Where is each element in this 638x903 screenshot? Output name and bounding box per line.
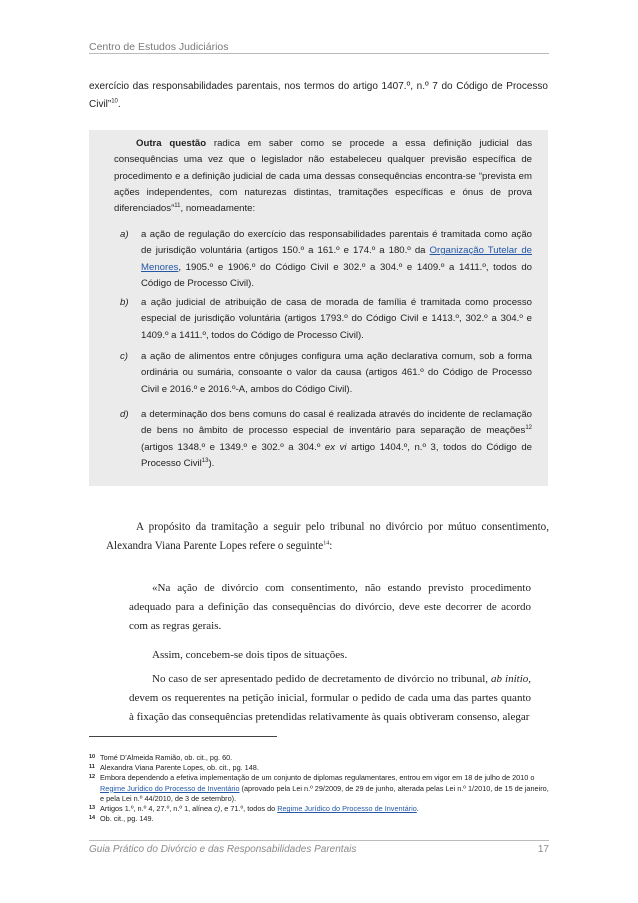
footnote-ref-12[interactable]: 12 xyxy=(525,425,532,432)
list-item-a: a) a ação de regulação do exercício das responsabilidades parentais é tramitada como ação de jurisdição voluntária (artigos 150.º a 161.º e 174.º a 180.º da Organização Tutelar de Menores, 1905.º e 1906.º do Código Civil e 302.º a 304.º e 1409.º a 1411.º, todos do Código de Processo Civil). xyxy=(120,229,533,289)
link-regime-juridico-inventario[interactable]: Regime Jurídico do Processo de Inventário xyxy=(100,783,240,793)
footnote-ref-13[interactable]: 13 xyxy=(201,457,209,464)
link-regime-juridico-inventario-2[interactable]: Regime Jurídico do Processo de Inventário xyxy=(277,804,417,814)
quote-paragraph-3: No caso de ser apresentado pedido de decretamento de divórcio no tribunal, ab initio, devem os requerentes na petição inicial, formular o pedido de cada uma das partes quanto à fixação das consequências pretendidas relativamente às quais obtiveram consenso, alegar xyxy=(129,673,531,723)
quote-paragraph-2: Assim, concebem-se dois tipos de situações. xyxy=(152,649,348,661)
footnote-rule xyxy=(89,736,277,737)
box-intro: Outra questão radica em saber como se procede a essa definição judicial das consequências uma vez que o legislador não estabeleceu qualquer previsão específica de procedimento e a definição judicial de cada uma dessas consequências encontra-se “prevista em ações independentes, com naturezas distintas, tramitações específicas e ónus de prova diferenciados”$^{11}$, nomeadamente: xyxy=(114,138,532,215)
list-item-c: c) a ação de alimentos entre cônjuges configura uma ação declarativa comum, sob a forma ordinária ou sumária, consoante o valor da causa (artigos 461.º do Código de Processo Civil e 2016.º e 2016.º-A, ambos do Código Civil). xyxy=(120,351,532,395)
footnote-13: 13 Artigos 1.º, n.º 4, 27.º, n.º 1, alínea c), e 71.º, todos do Regime Jurídico do Processo de Inventário. xyxy=(89,804,419,814)
footnote-ref-10[interactable]: 10 xyxy=(111,98,118,105)
footnote-12: 12 Embora dependendo a efetiva implementação de um conjunto de diplomas regulamentares, entrou em vigor em 18 de julho de 2010 o Regime Jurídico do Processo de Inventário (aprovado pela Lei n.º 29/2009, de 29 de junho, alterada pelas Lei n.º 1/2010, de 15 de janeiro, e pela Lei n.º 44/2010, de 3 de setembro). xyxy=(89,773,549,803)
footnote-11: 11 Alexandra Viana Parente Lopes, ob. cit., pg. 148. xyxy=(89,763,259,773)
link-organizacao-tutelar[interactable]: Organização Tutelar de Menores xyxy=(141,245,533,273)
page-number: 17 xyxy=(537,844,549,855)
footnote-ref-11[interactable]: 11 xyxy=(174,203,181,209)
list-item-d: d) a determinação dos bens comuns do casal é realizada através do incidente de reclamação de bens no âmbito de processo especial de inventário para separação de meações$^{12}$ (artigos 1348.º e 1349.º e 302.º a 304.º ex vi artigo 1404.º, n.º 3, todos do Código de Processo Civil$^{13}$). xyxy=(120,409,532,469)
footnote-14: 14 Ob. cit., pg. 149. xyxy=(89,814,154,824)
paragraph-1: exercício das responsabilidades parentais, nos termos do artigo 1407.º, n.º 7 do Código de Processo Civil”$^{10}$. xyxy=(89,81,548,110)
footnote-10: 10 Tomé D’Almeida Ramião, ob. cit., pg. 60. xyxy=(89,753,233,762)
footnote-ref-14[interactable]: 14 xyxy=(323,540,330,547)
footer-rule xyxy=(89,840,549,841)
list-item-b: b) a ação judicial de atribuição de casa de morada de família é tramitada como processo especial de jurisdição voluntária (artigos 1793.º do Código Civil e 1413.º, 302.º a 304.º e 1409.º a 1411.º, todos do Código de Processo Civil). xyxy=(120,297,532,341)
page-header-title: Centro de Estudos Judiciários xyxy=(89,41,229,53)
header-rule xyxy=(89,53,549,54)
quote-paragraph-1: «Na ação de divórcio com consentimento, não estando previsto procedimento adequado para a definição das consequências do divórcio, deve este decorrer de acordo com as regras gerais. xyxy=(129,582,531,632)
footer-title: Guia Prático do Divórcio e das Responsabilidades Parentais xyxy=(89,844,357,855)
paragraph-2: A propósito da tramitação a seguir pelo tribunal no divórcio por mútuo consentimento, Alexandra Viana Parente Lopes refere o seguinte$^{14}$: xyxy=(106,521,549,552)
footnotes xyxy=(89,753,549,824)
